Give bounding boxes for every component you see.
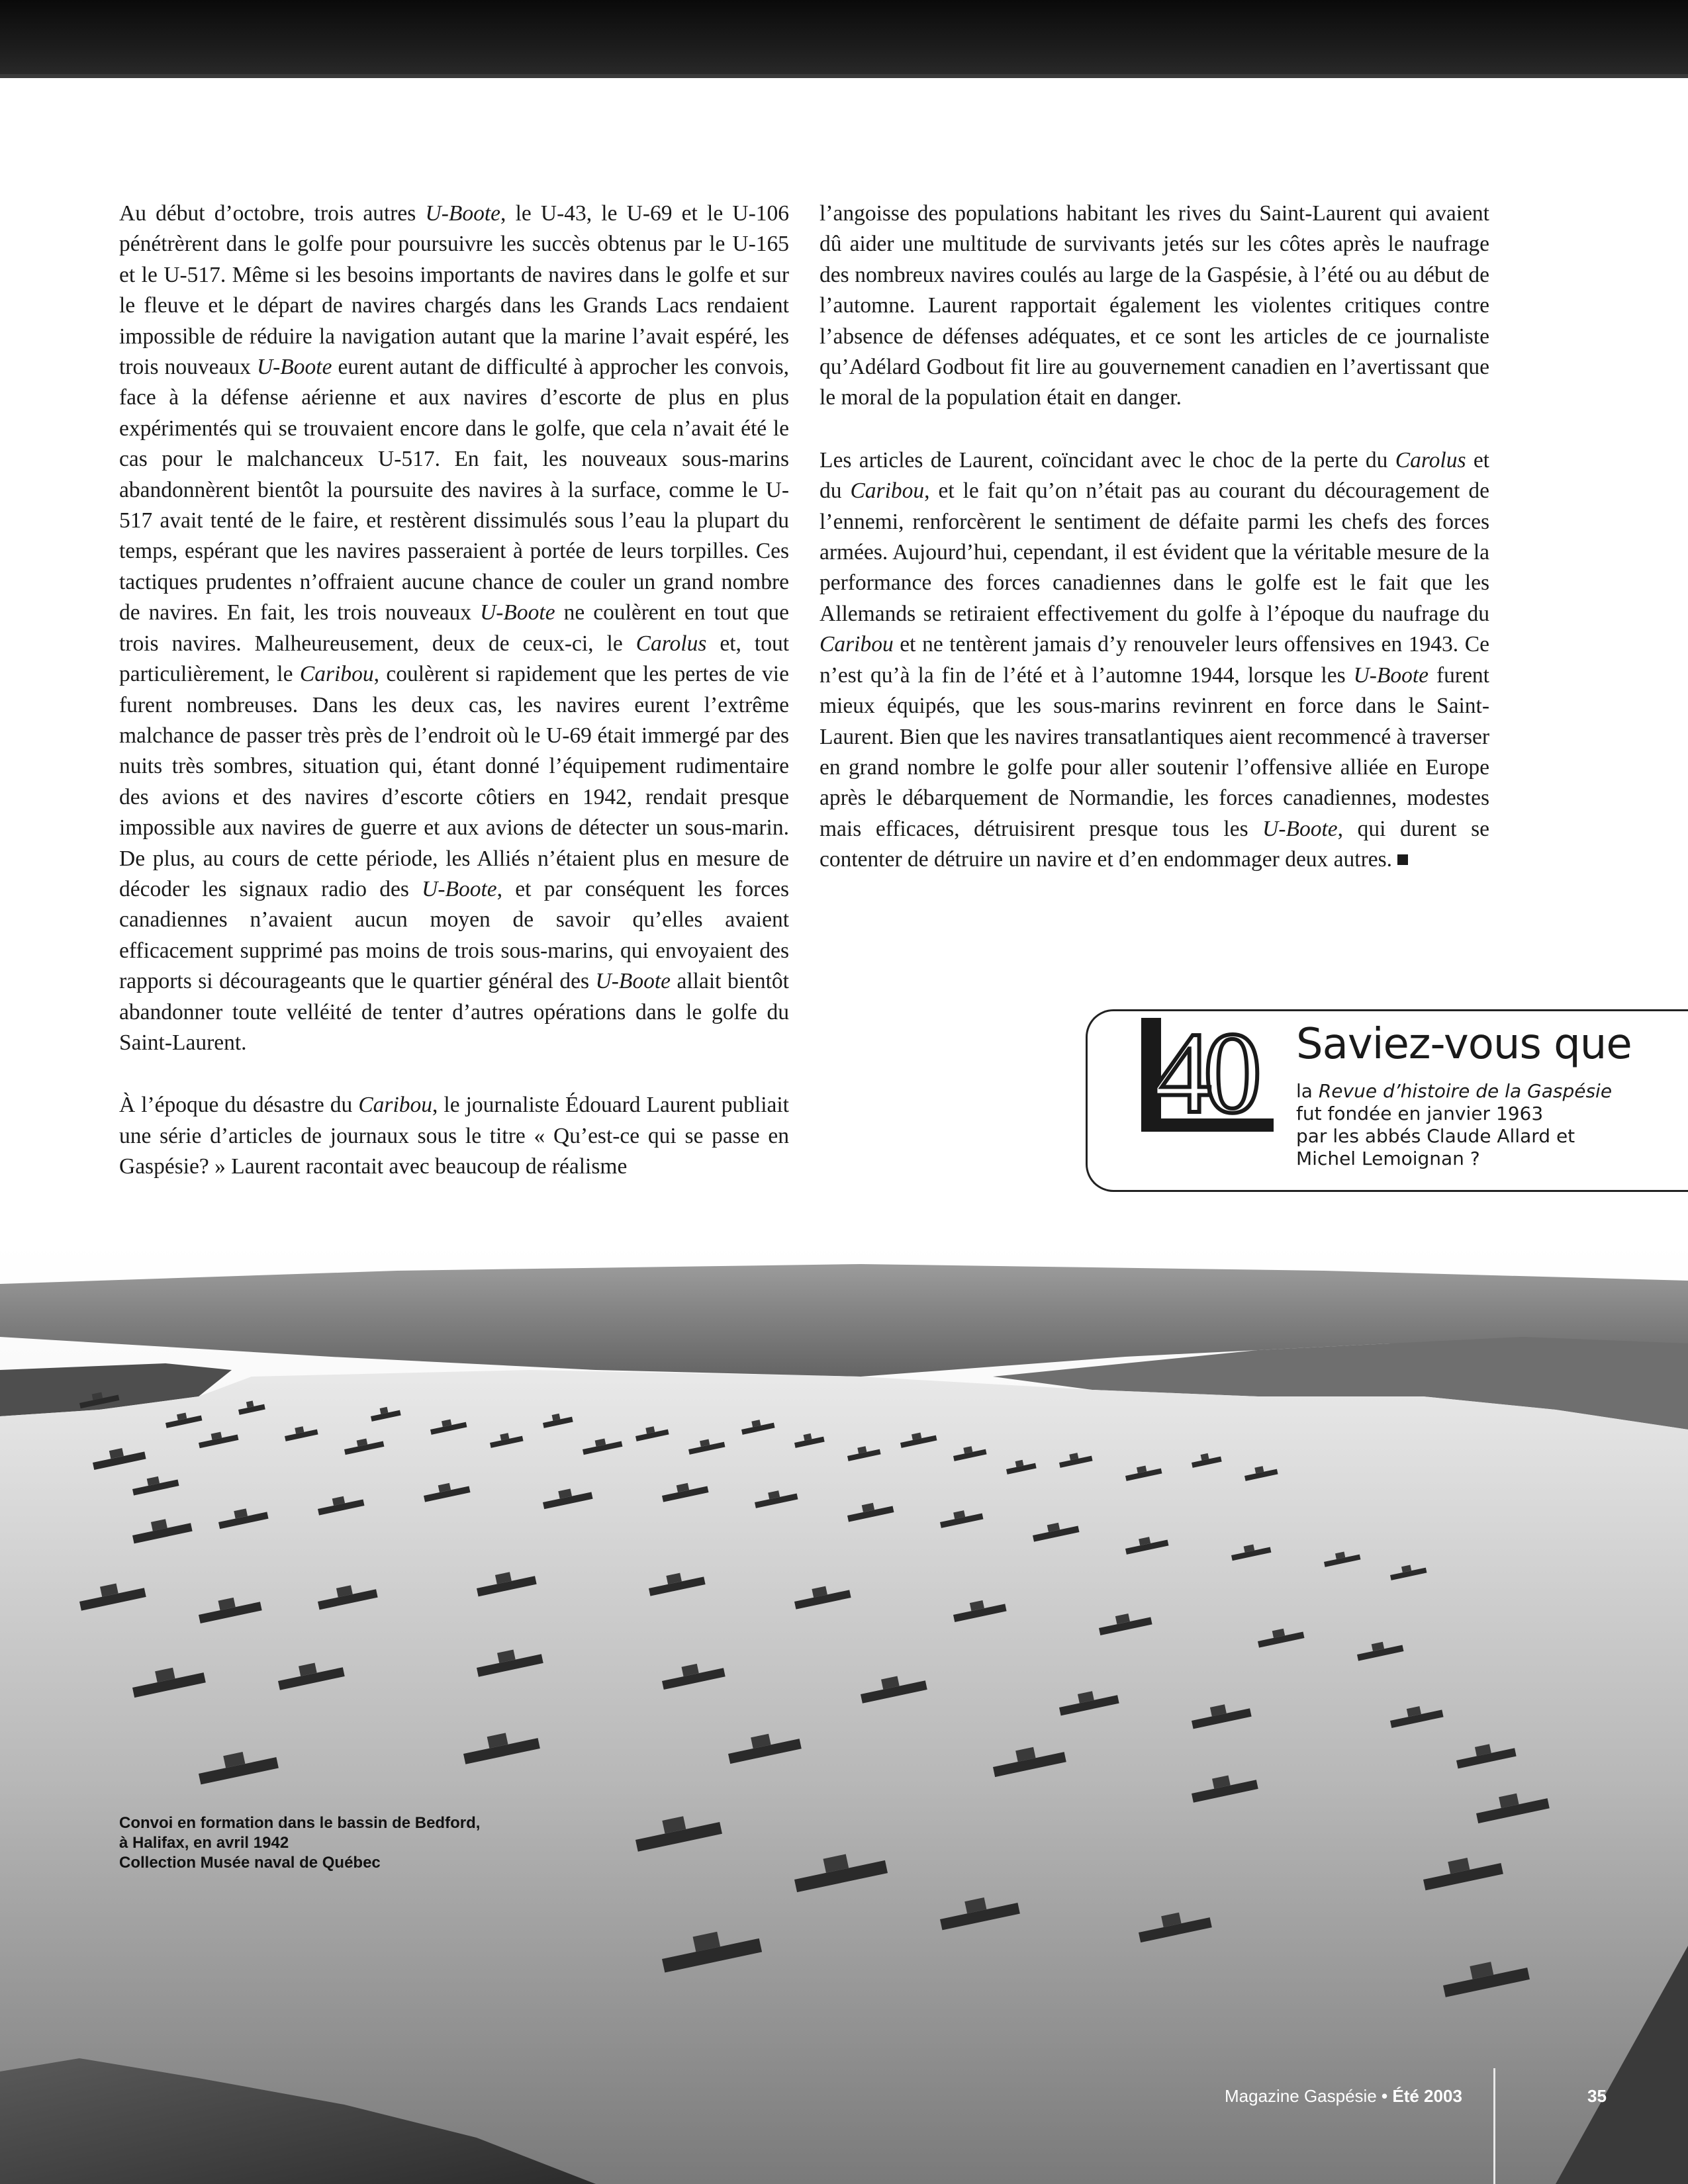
svg-text:40: 40 — [1153, 1013, 1254, 1138]
photo-caption: Convoi en formation dans le bassin de Bedford, à Halifax, en avril 1942 Collection Musée naval de Québec — [119, 1814, 481, 1872]
article-column-right — [820, 199, 1489, 907]
footer-magazine: Magazine Gaspésie • Été 2003 — [1225, 2086, 1462, 2106]
article-column-left — [119, 199, 789, 1214]
paragraph: l’angoisse des populations habitant les rives du Saint-Laurent qui avaient dû aider une multitude de survivants jetés sur les côtes après le naufrage des nombreux navires coulés au large de la Gaspésie, à l’été ou au début de l’automne. Laurent rapportait également les violentes critiques contre l’absence de défenses adéquates, et ce sont les articles de ce journaliste qu’Adélard Godbout fit lire au gouvernement canadien en l’avertissant que le moral de la population était en danger. — [820, 201, 1489, 410]
paragraph: À l’époque du désastre du Caribou, le journaliste Édouard Laurent publiait une série d’articles de journaux sous le titre « Qu’est-ce qui se passe en Gaspésie? » Laurent racontait avec beaucoup de réalisme — [119, 1093, 789, 1179]
page-number: 35 — [1587, 2086, 1607, 2106]
end-of-article-mark — [1397, 854, 1408, 865]
did-you-know-text: la Revue d’histoire de la Gaspésie fut fondée en janvier 1963 par les abbés Claude Allard et Michel Lemoignan ? — [1296, 1080, 1613, 1169]
convoy-photo — [0, 1244, 1688, 2184]
top-dark-band — [0, 0, 1688, 78]
140-logo-icon — [1137, 1013, 1278, 1138]
did-you-know-title: Saviez-vous que — [1296, 1020, 1632, 1069]
paragraph: Au début d’octobre, trois autres U-Boote, le U-43, le U-69 et le U-106 pénétrèrent dans le golfe pour poursuivre les succès obtenus par le U-165 et le U-517. Même si les besoins importants de navires dans le golfe et sur le fleuve et le départ de navires chargés dans les Grands Lacs rendaient impossible de réduire la navigation autant que la marine l’avait espéré, les trois nouveaux U-Boote eurent autant de difficulté à approcher les convois, face à la défense aérienne et aux navires d’escorte de plus en plus expérimentés qui se trouvaient encore dans le golfe, que cela n’avait été le cas pour le malchanceux U-517. En fait, les nouveaux sous-marins abandonnèrent bientôt la poursuite des navires à la surface, comme le U-517 avait tenté de le faire, et restèrent dissimulés sous l’eau la plupart du temps, espérant que les navires passeraient à portée de leurs torpilles. Ces tactiques prudentes n’offraient aucune chance de couler un grand nombre de navires. En fait, les trois nouveaux U-Boote ne coulèrent en tout que trois navires. Malheureusement, deux de ceux-ci, le Carolus et, tout particulièrement, le Caribou, coulèrent si rapidement que les pertes de vie furent nombreuses. Dans les deux cas, les navires eurent l’extrême malchance de passer très près de l’endroit où le U-69 était immergé par des nuits très sombres, situation qui, étant donné l’équipement rudimentaire des avions et des navires d’escorte côtiers en 1942, rendait presque impossible aux navires de guerre et aux avions de détecter un sous-marin. De plus, au cours de cette période, les Alliés n’étaient plus en mesure de décoder les signaux radio des U-Boote, et par conséquent les forces canadiennes n’avaient aucun moyen de savoir qu’elles avaient efficacement supprimé pas moins de trois sous-marins, qui envoyaient des rapports si décourageants que le quartier général des U-Boote allait bientôt abandonner toute velléité de tenter d’autres opérations dans le golfe du Saint-Laurent. — [119, 201, 790, 1055]
footer-divider — [1493, 2068, 1495, 2184]
paragraph: Les articles de Laurent, coïncidant avec le choc de la perte du Carolus et du Caribou, et le fait qu’on n’était pas au courant du découragement de l’ennemi, renforcèrent le sentiment de défaite parmi les chefs des forces armées. Aujourd’hui, cependant, il est évident que la véritable mesure de la performance des forces canadiennes dans le golfe est le fait que les Allemands se retiraient effectivement du golfe à l’époque du naufrage du Caribou et ne tentèrent jamais d’y renouveler leurs offensives en 1943. Ce n’est qu’à la fin de l’été et à l’automne 1944, lorsque les U-Boote furent mieux équipés, que les sous-marins revinrent en force dans le Saint-Laurent. Bien que les navires transatlantiques aient recommencé à traverser en grand nombre le golfe pour aller soutenir l’offensive alliée en Europe après le débarquement de Normandie, les forces canadiennes, modestes mais efficaces, détruisirent presque tous les U-Boote, qui durent se contenter de détruire un navire et d’en endommager deux autres. — [820, 447, 1490, 872]
